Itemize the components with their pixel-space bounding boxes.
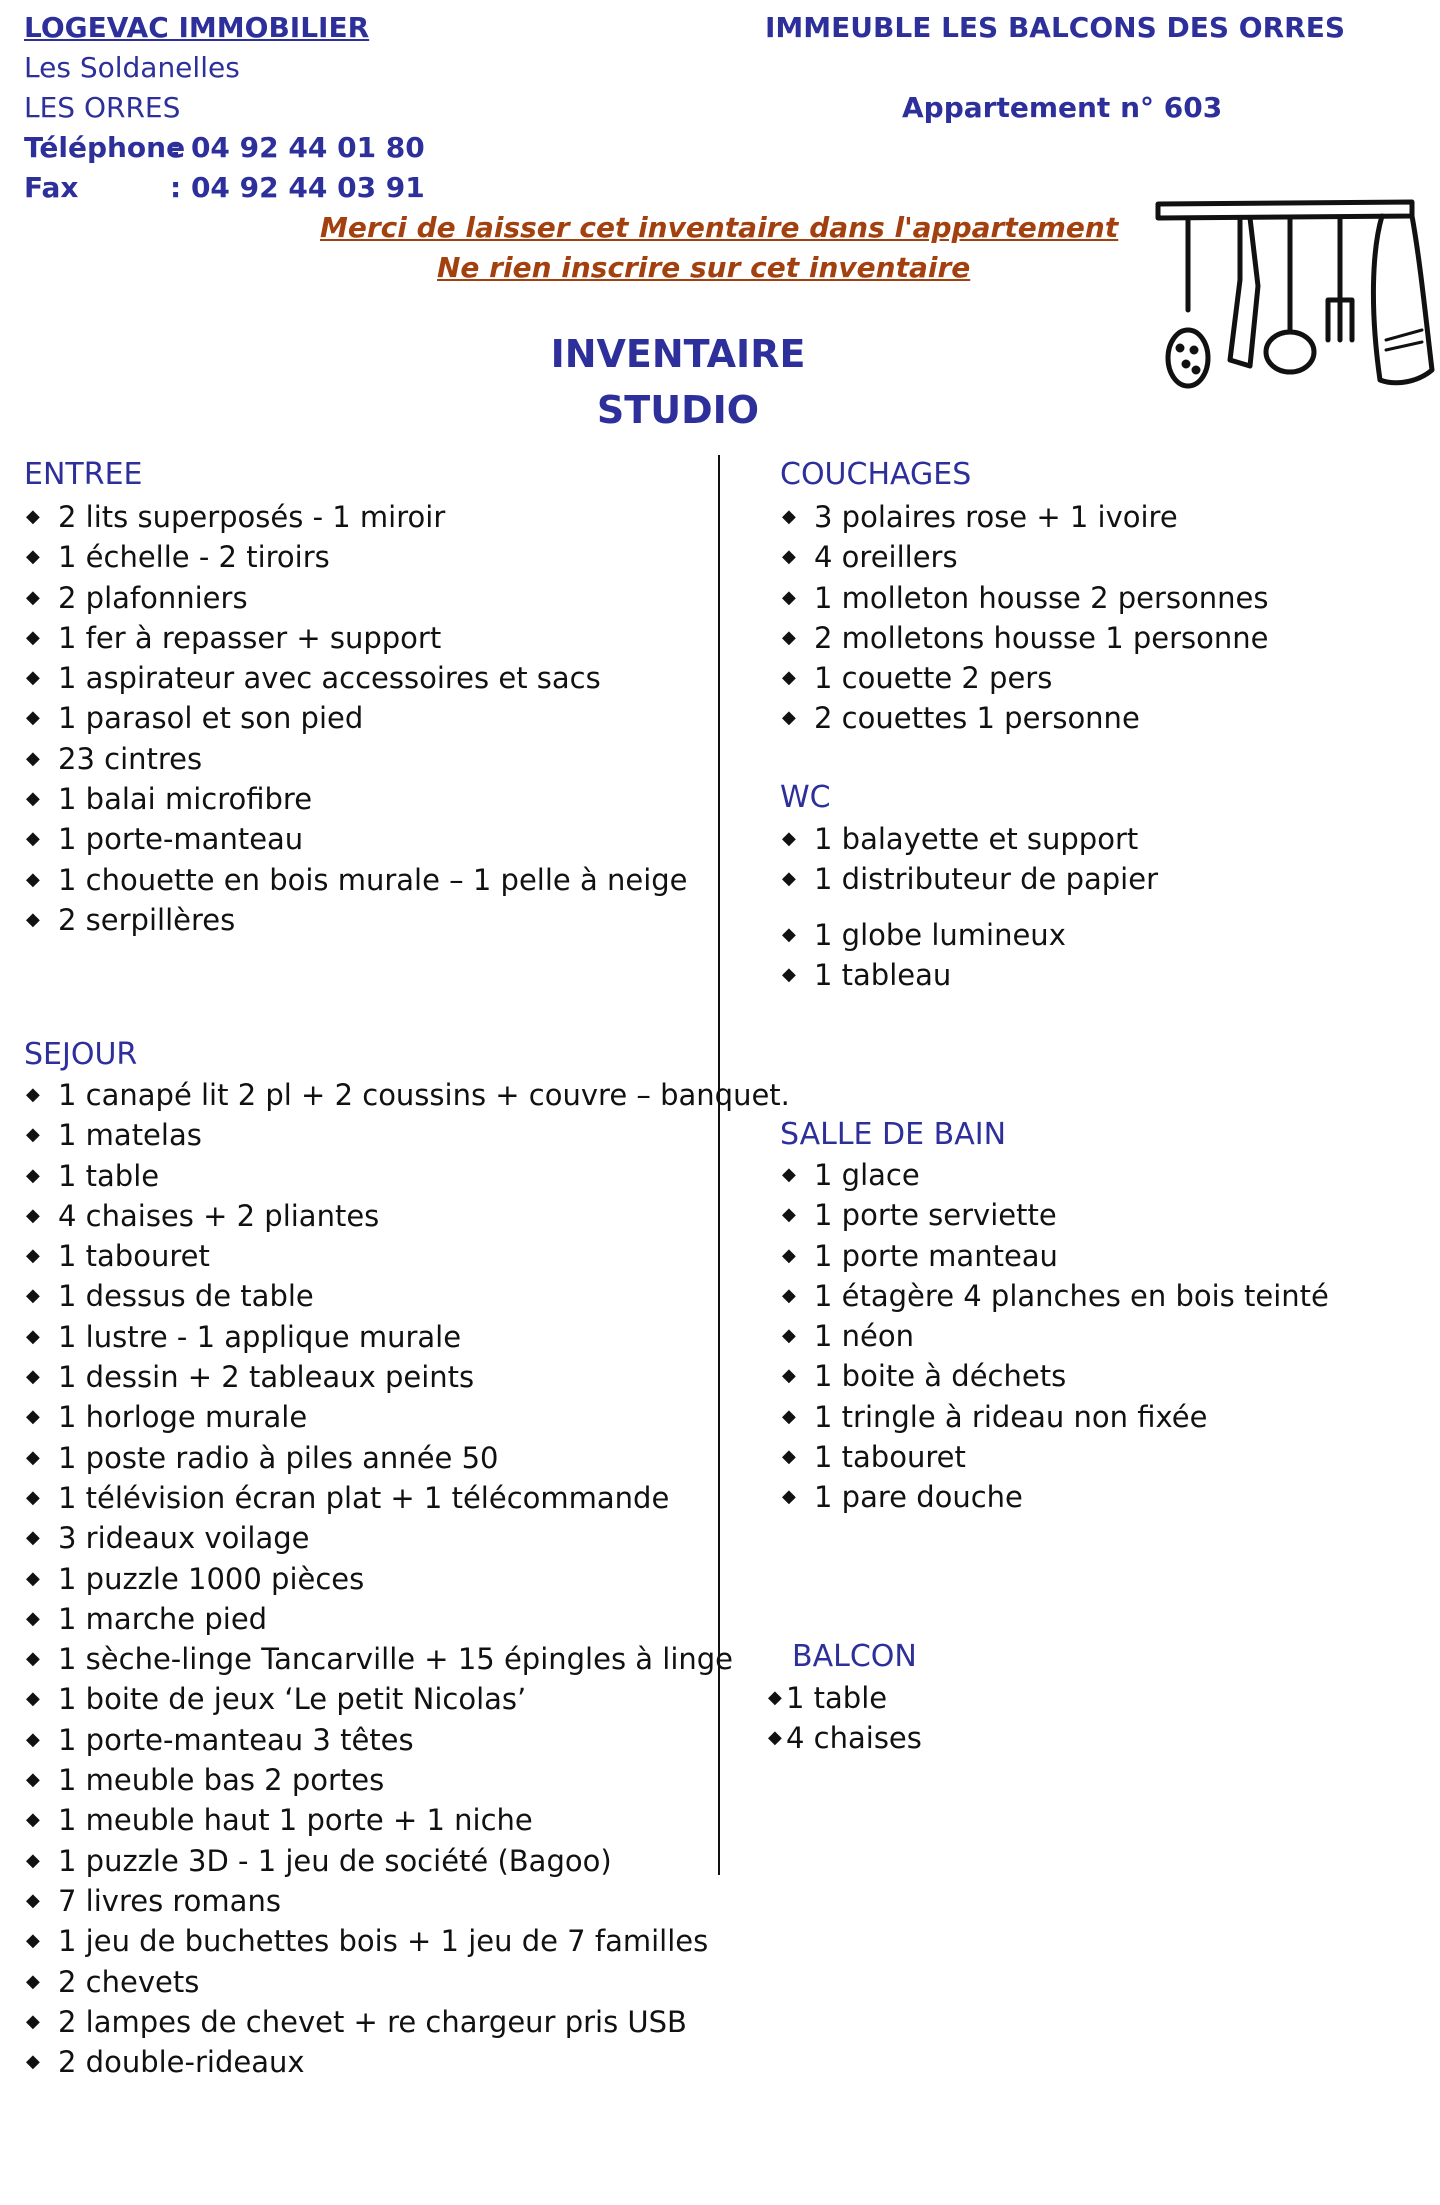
list-item-text: 1 échelle - 2 tiroirs: [58, 540, 330, 575]
list-item: [780, 537, 1269, 577]
bullet-icon: ◆: [782, 667, 796, 689]
list-item-text: 1 porte manteau: [814, 1238, 1058, 1273]
list-item: [24, 1599, 790, 1639]
list-item-text: 2 serpillères: [58, 902, 236, 937]
bullet-icon: ◆: [26, 707, 40, 729]
list-item: [780, 1477, 1329, 1517]
list-item: [780, 1397, 1329, 1437]
list-item: [24, 658, 688, 698]
bullet-icon: ◆: [768, 1727, 782, 1749]
bullet-icon: ◆: [782, 1325, 796, 1347]
bullet-icon: ◆: [782, 626, 796, 648]
list-item: [24, 618, 688, 658]
list-item-text: 23 cintres: [58, 741, 203, 776]
bullet-icon: ◆: [782, 506, 796, 527]
bullet-icon: ◆: [26, 1527, 40, 1549]
list-item: [24, 1276, 790, 1316]
bullet-icon: ◆: [26, 2051, 40, 2073]
section-heading-couchages: COUCHAGES: [780, 457, 972, 492]
bullet-icon: ◆: [26, 1124, 40, 1146]
agency-town: LES ORRES: [24, 91, 181, 124]
page-subtitle: STUDIO: [596, 388, 760, 432]
list-item-text: 1 meuble haut 1 porte + 1 niche: [58, 1803, 533, 1838]
list-item: [24, 1518, 790, 1558]
agency-phone-value: : 04 92 44 01 80: [170, 131, 425, 164]
bullet-icon: ◆: [26, 828, 40, 850]
bullet-icon: ◆: [26, 1325, 40, 1347]
bullet-icon: ◆: [26, 1446, 40, 1468]
list-item-text: 1 télévision écran plat + 1 télécommande: [58, 1480, 670, 1515]
list-item-text: 1 globe lumineux: [814, 918, 1066, 952]
wc-extra-list: [780, 915, 1066, 996]
section-heading-sejour: SEJOUR: [24, 1037, 138, 1072]
list-item: [24, 1962, 790, 2002]
list-item: [766, 1678, 922, 1718]
list-item-text: 1 lustre - 1 applique murale: [58, 1319, 462, 1354]
list-item: [24, 698, 688, 738]
bullet-icon: ◆: [26, 667, 40, 689]
list-item-text: 1 dessus de table: [58, 1279, 314, 1314]
list-item: [24, 1236, 790, 1276]
list-item-text: 1 tabouret: [814, 1440, 966, 1475]
list-item: [24, 1196, 790, 1236]
list-item-text: 1 couette 2 pers: [814, 661, 1053, 696]
bullet-icon: ◆: [26, 788, 40, 810]
list-item-text: 1 balai microfibre: [58, 782, 313, 817]
bullet-icon: ◆: [26, 626, 40, 648]
list-item: [24, 1559, 790, 1599]
kitchen-utensils-icon: [1150, 190, 1440, 400]
list-item: [24, 1720, 790, 1760]
list-item: [24, 537, 688, 577]
list-item: [24, 1156, 790, 1196]
list-item: [780, 698, 1269, 738]
list-item: [780, 658, 1269, 698]
bullet-icon: ◆: [26, 586, 40, 608]
section-heading-balcon: BALCON: [792, 1639, 917, 1674]
list-item-text: 1 porte-manteau: [58, 822, 304, 857]
section-heading-wc: WC: [780, 780, 831, 815]
list-item: [780, 955, 1066, 995]
bullet-icon: ◆: [26, 1889, 40, 1911]
list-item-text: 2 plafonniers: [58, 580, 248, 615]
bullet-icon: ◆: [782, 1164, 796, 1185]
bullet-icon: ◆: [26, 747, 40, 769]
list-item: [24, 1639, 790, 1679]
balcon-list: [766, 1678, 922, 1759]
bullet-icon: ◆: [26, 908, 40, 930]
bullet-icon: ◆: [26, 1769, 40, 1791]
bullet-icon: ◆: [26, 1164, 40, 1186]
bullet-icon: ◆: [782, 1486, 796, 1508]
bullet-icon: ◆: [26, 1084, 40, 1105]
bullet-icon: ◆: [782, 707, 796, 729]
list-item-text: 1 tringle à rideau non fixée: [814, 1399, 1208, 1434]
list-item-text: 1 glace: [814, 1158, 920, 1192]
bullet-icon: ◆: [782, 1204, 796, 1226]
list-item: [780, 1276, 1329, 1316]
list-item: [24, 1438, 790, 1478]
bullet-icon: ◆: [782, 924, 796, 945]
bullet-icon: ◆: [782, 586, 796, 608]
list-item: [780, 1316, 1329, 1356]
list-item: [24, 1921, 790, 1961]
bullet-icon: ◆: [26, 1607, 40, 1629]
apartment-number: Appartement n° 603: [902, 91, 1223, 124]
list-item-text: 1 table: [786, 1681, 888, 1715]
list-item-text: 3 rideaux voilage: [58, 1521, 310, 1556]
list-item-text: 1 aspirateur avec accessoires et sacs: [58, 661, 601, 696]
list-item: [780, 1195, 1329, 1235]
list-item-text: 1 canapé lit 2 pl + 2 coussins + couvre – banquet.: [58, 1078, 790, 1112]
list-item-text: 2 molletons housse 1 personne: [814, 620, 1269, 655]
bullet-icon: ◆: [26, 1204, 40, 1226]
list-item-text: 1 molleton housse 2 personnes: [814, 580, 1269, 615]
list-item: [780, 859, 1158, 899]
list-item: [780, 618, 1269, 658]
agency-fax-label: Fax: [24, 171, 79, 204]
bullet-icon: ◆: [782, 1365, 796, 1387]
list-item: [780, 1437, 1329, 1477]
list-item: [24, 1478, 790, 1518]
list-item-text: 1 meuble bas 2 portes: [58, 1763, 385, 1798]
bullet-icon: ◆: [782, 1284, 796, 1306]
building-name: IMMEUBLE LES BALCONS DES ORRES: [765, 11, 1346, 44]
bullet-icon: ◆: [26, 2010, 40, 2032]
section-heading-salle-de-bain: SALLE DE BAIN: [780, 1117, 1007, 1152]
bullet-icon: ◆: [26, 868, 40, 890]
bullet-icon: ◆: [26, 1688, 40, 1710]
list-item-text: 1 néon: [814, 1319, 915, 1354]
list-item: [24, 1075, 790, 1115]
bullet-icon: ◆: [26, 1849, 40, 1871]
list-item: [24, 1800, 790, 1840]
bullet-icon: ◆: [782, 828, 796, 849]
list-item: [24, 1317, 790, 1357]
agency-phone-label: Téléphone: [24, 131, 186, 164]
list-item-text: 1 fer à repasser + support: [58, 620, 442, 655]
list-item: [24, 578, 688, 618]
list-item-text: 2 lampes de chevet + re chargeur pris USB: [58, 2004, 687, 2039]
list-item-text: 1 tabouret: [58, 1239, 210, 1274]
list-item: [24, 1841, 790, 1881]
list-item: [780, 578, 1269, 618]
list-item-text: 3 polaires rose + 1 ivoire: [814, 500, 1178, 534]
list-item-text: 1 marche pied: [58, 1601, 268, 1636]
list-item-text: 1 puzzle 1000 pièces: [58, 1561, 365, 1596]
salle-de-bain-list: [780, 1155, 1329, 1518]
list-item-text: 2 lits superposés - 1 miroir: [58, 500, 446, 534]
list-item: [24, 2042, 790, 2082]
bullet-icon: ◆: [26, 1486, 40, 1508]
bullet-icon: ◆: [26, 1809, 40, 1831]
list-item-text: 1 matelas: [58, 1118, 202, 1153]
bullet-icon: ◆: [26, 1285, 40, 1307]
couchages-list: [780, 497, 1269, 739]
list-item-text: 1 table: [58, 1158, 160, 1193]
list-item: [24, 819, 688, 859]
list-item-text: 1 tableau: [814, 958, 952, 993]
list-item-text: 1 puzzle 3D - 1 jeu de société (Bagoo): [58, 1843, 612, 1878]
list-item: [24, 2002, 790, 2042]
list-item-text: 1 jeu de buchettes bois + 1 jeu de 7 familles: [58, 1924, 709, 1959]
list-item-text: 1 porte-manteau 3 têtes: [58, 1722, 414, 1757]
bullet-icon: ◆: [782, 546, 796, 568]
bullet-icon: ◆: [26, 1728, 40, 1750]
list-item-text: 1 poste radio à piles année 50: [58, 1440, 499, 1475]
list-item-text: 1 horloge murale: [58, 1400, 308, 1435]
list-item-text: 2 double-rideaux: [58, 2045, 305, 2080]
list-item: [24, 1881, 790, 1921]
list-item-text: 1 pare douche: [814, 1480, 1023, 1515]
notice-do-not-write: Ne rien inscrire sur cet inventaire: [437, 251, 971, 284]
bullet-icon: ◆: [782, 1405, 796, 1427]
list-item-text: 4 chaises: [786, 1721, 922, 1756]
list-item: [24, 1397, 790, 1437]
list-item: [24, 1760, 790, 1800]
bullet-icon: ◆: [26, 1648, 40, 1670]
list-item-text: 1 boite de jeux ‘Le petit Nicolas’: [58, 1682, 527, 1717]
list-item-text: 2 chevets: [58, 1964, 200, 1999]
agency-name: LOGEVAC IMMOBILIER: [24, 11, 370, 44]
list-item-text: 1 étagère 4 planches en bois teinté: [814, 1278, 1329, 1313]
section-heading-entree: ENTREE: [24, 457, 143, 492]
list-item-text: 1 distributeur de papier: [814, 862, 1158, 897]
bullet-icon: ◆: [26, 1567, 40, 1589]
bullet-icon: ◆: [782, 964, 796, 986]
list-item: [24, 860, 688, 900]
list-item: [24, 779, 688, 819]
bullet-icon: ◆: [26, 1406, 40, 1428]
bullet-icon: ◆: [782, 1244, 796, 1266]
list-item: [780, 1356, 1329, 1396]
bullet-icon: ◆: [26, 1930, 40, 1952]
bullet-icon: ◆: [782, 868, 796, 890]
list-item-text: 1 boite à déchets: [814, 1359, 1067, 1394]
bullet-icon: ◆: [782, 1446, 796, 1468]
entree-list: [24, 497, 688, 940]
list-item-text: 1 chouette en bois murale – 1 pelle à neige: [58, 862, 688, 897]
list-item-text: 4 chaises + 2 pliantes: [58, 1198, 380, 1233]
list-item: [24, 1357, 790, 1397]
list-item: [24, 1679, 790, 1719]
list-item-text: 1 porte serviette: [814, 1198, 1057, 1233]
list-item: [24, 739, 688, 779]
list-item: [24, 1115, 790, 1155]
list-item: [780, 497, 1269, 537]
sejour-list: [24, 1075, 790, 2082]
list-item: [780, 819, 1158, 859]
list-item: [24, 900, 688, 940]
bullet-icon: ◆: [26, 1245, 40, 1267]
bullet-icon: ◆: [26, 1366, 40, 1388]
page-title: INVENTAIRE: [550, 332, 806, 376]
list-item-text: 7 livres romans: [58, 1883, 281, 1918]
list-item: [780, 1155, 1329, 1195]
list-item-text: 4 oreillers: [814, 540, 958, 575]
notice-leave-inventory: Merci de laisser cet inventaire dans l'appartement: [320, 211, 1119, 244]
list-item-text: 1 parasol et son pied: [58, 701, 364, 736]
bullet-icon: ◆: [26, 1970, 40, 1992]
bullet-icon: ◆: [768, 1687, 782, 1708]
bullet-icon: ◆: [26, 506, 40, 527]
list-item-text: 1 sèche-linge Tancarville + 15 épingles à linge: [58, 1642, 734, 1677]
list-item: [24, 497, 688, 537]
agency-residence: Les Soldanelles: [24, 51, 240, 84]
list-item-text: 1 dessin + 2 tableaux peints: [58, 1360, 475, 1395]
list-item: [780, 1236, 1329, 1276]
agency-fax-value: : 04 92 44 03 91: [170, 171, 425, 204]
list-item-text: 2 couettes 1 personne: [814, 701, 1140, 736]
list-item: [766, 1718, 922, 1758]
bullet-icon: ◆: [26, 546, 40, 568]
wc-list: [780, 819, 1158, 900]
list-item-text: 1 balayette et support: [814, 822, 1139, 856]
list-item: [780, 915, 1066, 955]
